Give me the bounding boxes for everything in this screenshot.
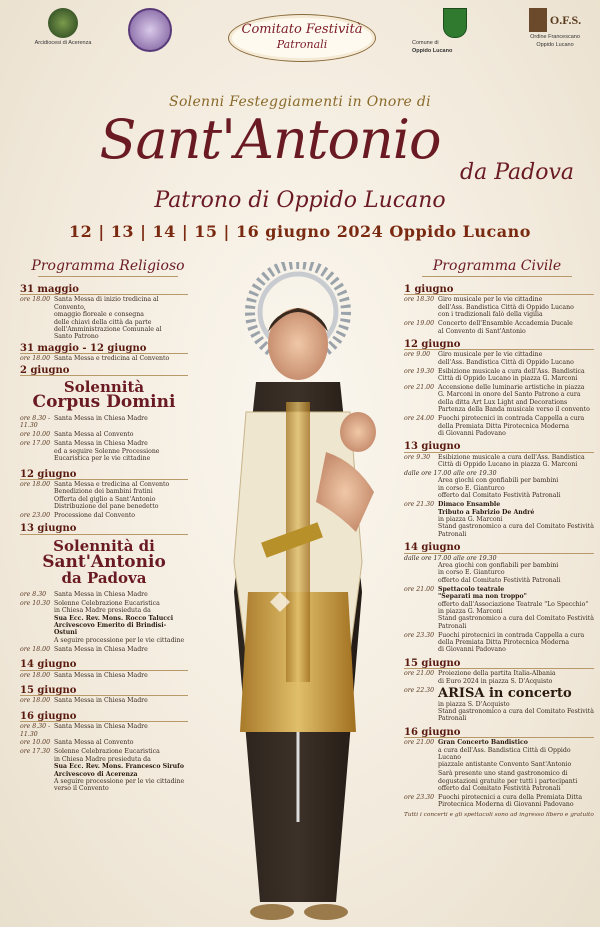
event xyxy=(20,748,188,792)
comune-caption-1: Comune di xyxy=(412,40,439,46)
coat-of-arms-icon xyxy=(48,8,78,38)
day-block xyxy=(20,684,188,705)
day-block xyxy=(404,544,594,654)
day-date: 12 giugno xyxy=(20,471,188,480)
event-text: Fuochi pirotecnici in contrada Cappella a cura della Premiata Ditta Pirotecnica Moderna di Giovanni Padovano xyxy=(438,415,585,437)
event xyxy=(20,440,188,462)
celebrant-name: Sua Ecc. Rev. Mons. Francesco Sirufo Arcivescovo di Acerenza xyxy=(54,763,184,778)
event xyxy=(20,481,188,511)
ofs-caption-2: Oppido Lucano xyxy=(536,42,574,48)
event xyxy=(404,384,594,414)
event-time-range: dalle ore 17.00 alle ore 19.30 xyxy=(404,554,497,562)
event xyxy=(404,586,594,630)
event-text: Proiezione della partita Italia-Albania di Euro 2024 in piazza S. D'Acquisto xyxy=(438,670,556,685)
event-time: ore 21.00 xyxy=(404,670,435,678)
patrono-line: Patrono di Oppido Lucano xyxy=(154,188,446,213)
event-time: ore 21.00 xyxy=(404,383,435,391)
event-text: Santa Messa in Chiesa Madre xyxy=(54,697,148,705)
event xyxy=(404,794,594,809)
headliner-title: ARISA in concerto xyxy=(438,685,572,701)
event-note: offerto dall'Associazione Teatrale "Lo Specchio" in piazza G. Marconi Stand gastronomico a cura del Comitato Festività Patronali xyxy=(438,600,594,630)
event-time: ore 18.00 xyxy=(20,671,51,679)
event-text: Giro musicale per le vie cittadine dell'Ass. Bandistica Città di Oppido Lucano xyxy=(438,351,574,366)
event-time: ore 18.00 xyxy=(20,296,51,304)
event-time: ore 18.30 xyxy=(404,296,435,304)
event-text: Sarà presente uno stand gastronomico di degustazioni gratuite per tutti i partecipanti offerto dal Comitato Festività Patronali xyxy=(438,770,578,793)
comitato-line1: Comitato Festività xyxy=(241,22,363,37)
page-title: Sant'Antonio xyxy=(99,108,441,171)
event xyxy=(404,632,594,654)
event xyxy=(404,454,594,469)
day-block xyxy=(20,525,188,653)
event-text: Accensione delle luminarie artistiche in piazza G. Marconi in onore del Santo Patrono a cura della ditta Art Lux Light and Decorations Partenza della Banda musicale verso il convento xyxy=(438,383,590,414)
event-text: Santa Messa e tredicina al Convento xyxy=(54,355,170,363)
civil-program-title: Programma Civile xyxy=(412,258,582,277)
event-text: Giro musicale per le vie cittadine dell'Ass. Bandistica Città di Oppido Lucano con i tradizionali falò della vigilia xyxy=(438,296,574,319)
day-date: 14 giugno xyxy=(20,661,188,670)
day-date: 12 giugno xyxy=(404,341,594,350)
event-text: Processione dal Convento xyxy=(54,512,136,520)
day-block xyxy=(404,657,594,723)
event-text: Fuochi pirotecnici a cura della Premiata Ditta Pirotecnica Moderna di Giovanni Padovano xyxy=(438,794,583,809)
event-text: Fuochi pirotecnici in contrada Cappella a cura della Premiata Ditta Pirotecnica Moderna di Giovanni Padovano xyxy=(438,631,585,654)
day-date: 16 giugno xyxy=(404,729,594,738)
day-date: 14 giugno xyxy=(404,544,594,553)
confraternita-logo xyxy=(120,8,180,52)
day-date: 31 maggio xyxy=(20,286,188,295)
event xyxy=(20,431,188,438)
day-block xyxy=(404,286,594,335)
event xyxy=(20,723,188,738)
event xyxy=(404,415,594,437)
solemnity-title: Solennità di xyxy=(53,536,155,555)
event-text: Santa Messa di inizio tredicina al Convento, omaggio floreale e consegna delle chiavi della città da parte dell'Amministrazione Comunale al Santo Patrono xyxy=(54,296,162,341)
day-block xyxy=(20,468,188,520)
day-block xyxy=(404,726,594,809)
tau-icon xyxy=(529,8,547,32)
solemnity-subname: da Padova xyxy=(61,568,147,587)
day-block xyxy=(20,286,188,341)
event xyxy=(20,646,188,653)
event xyxy=(20,672,188,679)
event-note: a cura dell'Ass. Bandistica Città di Oppido Lucano piazzale antistante Convento Sant'Antonio xyxy=(438,746,572,769)
event-time: ore 24.00 xyxy=(404,415,435,423)
ofs-text: O.F.S. xyxy=(549,13,582,28)
ofs-caption-1: Ordine Francescano xyxy=(530,34,580,40)
day-block xyxy=(20,710,188,793)
event-time: ore 17.30 xyxy=(20,748,51,756)
event-time: ore 17.00 xyxy=(20,440,51,448)
event-time: ore 9.30 xyxy=(404,453,431,461)
event xyxy=(404,562,594,584)
event-time-range: dalle ore 17.00 alle ore 19.30 xyxy=(404,470,497,478)
solemnity-name: Corpus Domini xyxy=(32,392,176,413)
event-time: ore 23.30 xyxy=(404,794,435,802)
event xyxy=(20,600,188,644)
event-text: Area giochi con gonfiabili per bambini in corso E. Gianturco offerto dal Comitato Festività Patronali xyxy=(438,562,561,584)
religious-program-title: Programma Religioso xyxy=(28,258,188,277)
subtitle: Solenni Festeggiamenti in Onore di xyxy=(169,94,431,110)
event-text: Santa Messa e tredicina al Convento Benedizione dei bambini fratini Offerta del giglio a Sant'Antonio Distribuzione del pane benedetto xyxy=(54,480,170,511)
day-date: 13 giugno xyxy=(404,443,594,452)
day-date: 15 giugno xyxy=(404,660,594,669)
event-time: ore 18.00 xyxy=(20,697,51,705)
event-time: ore 10.00 xyxy=(20,431,51,439)
day-date: 1 giugno xyxy=(404,286,594,295)
event xyxy=(20,591,188,598)
event xyxy=(404,320,594,335)
day-block xyxy=(20,661,188,679)
event-time: ore 8.30 - 11.30 xyxy=(20,723,51,738)
event-note: A seguire processione per le vie cittadine xyxy=(54,636,185,644)
shield-icon xyxy=(443,8,467,38)
event xyxy=(20,512,188,519)
seal-icon xyxy=(128,8,172,52)
event-note: A seguire processione per le vie cittadine verso il Convento xyxy=(54,777,185,793)
day-date: 16 giugno xyxy=(20,713,188,722)
event xyxy=(404,477,594,499)
event-time: ore 8.30 xyxy=(20,590,47,598)
event-text: Santa Messa al Convento xyxy=(54,739,134,747)
saint-statue-image xyxy=(186,262,410,927)
solemnity-name: Sant'Antonio xyxy=(42,551,166,572)
event-text: Esibizione musicale a cura dell'Ass. Bandistica Città di Oppido Lucano in piazza G. Marconi xyxy=(438,367,585,383)
event-text: Santa Messa in Chiesa Madre xyxy=(54,590,148,598)
event-text: Solenne Celebrazione Eucaristica in Chiesa Madre presieduta da xyxy=(54,748,160,763)
show-title: Dimaco Ensamble Tributo a Fabrizio De André xyxy=(438,501,535,516)
event-text: Esibizione musicale a cura dell'Ass. Bandistica Città di Oppido Lucano in piazza G. Marconi xyxy=(438,453,585,469)
day-block xyxy=(20,342,188,363)
event xyxy=(404,670,594,685)
event xyxy=(404,368,594,383)
event-text: Santa Messa in Chiesa Madre ed a seguire Solenne Processione Eucaristica per le vie cittadine xyxy=(54,440,160,463)
event xyxy=(404,351,594,366)
event-dates: 12 | 13 | 14 | 15 | 16 giugno 2024 Oppido Lucano xyxy=(69,222,531,241)
diocesi-caption: Arcidiocesi di Acerenza xyxy=(34,40,92,46)
event xyxy=(20,296,188,340)
day-block xyxy=(404,338,594,437)
event-text: Santa Messa in Chiesa Madre xyxy=(54,415,148,423)
event-time: ore 18.00 xyxy=(20,480,51,488)
show-title: Gran Concerto Bandistico xyxy=(438,739,528,747)
comitato-badge xyxy=(228,14,376,62)
event-time: ore 10.00 xyxy=(20,739,51,747)
event xyxy=(404,296,594,318)
event-time: ore 19.00 xyxy=(404,320,435,328)
event-time: ore 21.00 xyxy=(404,739,435,747)
event-time: ore 9.00 xyxy=(404,351,431,359)
event-note: in piazza G. Marconi Stand gastronomico a cura del Comitato Festività Patronali xyxy=(438,515,594,538)
event-time: ore 23.30 xyxy=(404,631,435,639)
event-text: Santa Messa al Convento xyxy=(54,431,134,439)
day-date: 2 giugno xyxy=(20,367,188,376)
event xyxy=(404,739,594,769)
event-text: Solenne Celebrazione Eucaristica in Chiesa Madre presieduta da xyxy=(54,599,160,615)
event-text: Concerto dell'Ensamble Accademia Ducale al Convento di Sant'Antonio xyxy=(438,320,573,335)
title-suffix: da Padova xyxy=(460,160,574,185)
celebrant-name: Sua Ecc. Rev. Mons. Rocco Talucci Arcivescovo Emerito di Brindisi-Ostuni xyxy=(54,614,174,637)
event xyxy=(20,355,188,362)
ofs-logo xyxy=(520,8,590,48)
comitato-line2: Patronali xyxy=(276,38,328,51)
event xyxy=(20,697,188,704)
solemnity-title: Solennità xyxy=(63,378,145,397)
event-time: ore 18.00 xyxy=(20,355,51,363)
civil-program xyxy=(404,286,594,819)
event-text: Santa Messa in Chiesa Madre xyxy=(54,723,148,731)
footnote: Tutti i concerti e gli spettacoli sono ad ingresso libero e gratuito xyxy=(404,811,594,818)
day-block xyxy=(404,443,594,538)
comune-logo xyxy=(410,8,500,54)
religious-program xyxy=(20,286,188,794)
event xyxy=(404,770,594,792)
event-note: in piazza S. D'Acquisto Stand gastronomico a cura del Comitato Festività Patronali xyxy=(438,700,594,723)
day-date: 31 maggio - 12 giugno xyxy=(20,345,188,354)
event-time: ore 21.30 xyxy=(404,501,435,509)
event-time: ore 8.30 - 11.30 xyxy=(20,415,51,430)
event-time: ore 10.30 xyxy=(20,599,51,607)
event xyxy=(20,739,188,746)
diocesi-logo xyxy=(28,8,98,46)
event-text: Santa Messa in Chiesa Madre xyxy=(54,645,148,653)
event-time: ore 21.00 xyxy=(404,585,435,593)
event-time: ore 23.00 xyxy=(20,512,51,520)
event xyxy=(404,501,594,538)
event-text: Santa Messa in Chiesa Madre xyxy=(54,671,148,679)
event xyxy=(404,687,594,723)
day-date: 13 giugno xyxy=(20,525,188,534)
event xyxy=(20,415,188,430)
event-time: ore 19.30 xyxy=(404,367,435,375)
day-date: 15 giugno xyxy=(20,687,188,696)
event-text: Area giochi con gonfiabili per bambini in corso E. Gianturco offerto dal Comitato Festività Patronali xyxy=(438,477,561,500)
comune-caption-2: Oppido Lucano xyxy=(412,48,453,54)
day-block xyxy=(20,364,188,463)
show-title: Spettacolo teatrale "Separati ma non troppo" xyxy=(438,585,527,601)
event-time: ore 22.30 xyxy=(404,686,435,694)
event-time: ore 18.00 xyxy=(20,645,51,653)
